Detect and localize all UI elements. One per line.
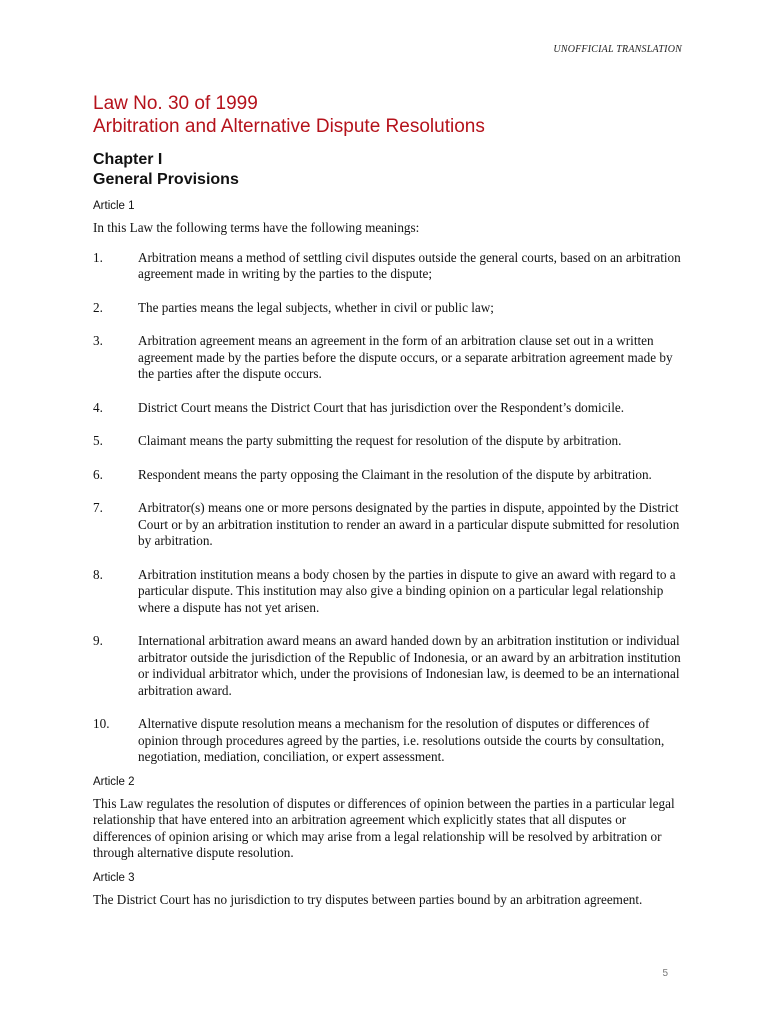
law-title-line1: Law No. 30 of 1999 xyxy=(93,93,258,114)
document-body xyxy=(93,92,683,908)
article-3-text: The District Court has no jurisdiction to try disputes between parties bound by an arbitration agreement. xyxy=(93,891,643,907)
definition-text: International arbitration award means an award handed down by an arbitration institution or individual arbitrator outside the jurisdiction of the Republic of Indonesia, or an award by an arbitration institution or individual arbitrator which, under the provisions of Indonesian law, is deemed to be an international arbitration award. xyxy=(138,633,681,698)
article-2-text: This Law regulates the resolution of disputes or differences of opinion between the parties in a particular legal relationship that have entered into an arbitration agreement which explicitly states that all disputes or differences of opinion arising or which may arise from a legal relationship will be resolved by arbitration or through alternative dispute resolution. xyxy=(93,795,675,860)
definition-text: The parties means the legal subjects, whether in civil or public law; xyxy=(138,299,494,315)
definition-item xyxy=(93,400,683,417)
page-number: 5 xyxy=(662,968,668,979)
definition-text: Arbitration means a method of settling civil disputes outside the general courts, based on an arbitration agreement made in writing by the parties to the dispute; xyxy=(138,249,681,281)
definition-number: 9. xyxy=(93,633,103,648)
definition-number: 6. xyxy=(93,466,103,482)
definition-item xyxy=(93,333,683,383)
definition-item xyxy=(93,567,683,617)
law-title xyxy=(93,92,683,138)
definition-text: Claimant means the party submitting the request for resolution of the dispute by arbitration. xyxy=(138,433,622,448)
definition-item xyxy=(93,500,683,550)
definition-number: 4. xyxy=(93,399,103,415)
definition-item xyxy=(93,633,683,699)
definition-number: 7. xyxy=(93,500,103,515)
law-title-line2: Arbitration and Alternative Dispute Resolutions xyxy=(93,116,485,137)
definition-number: 3. xyxy=(93,333,103,348)
definition-text: Alternative dispute resolution means a mechanism for the resolution of disputes or differences of opinion through procedures agreed by the parties, i.e. resolutions outside the courts by consultation, negotiation, mediation, conciliation, or expert assessment. xyxy=(138,716,665,764)
definitions-list xyxy=(93,250,683,766)
definition-text: Arbitrator(s) means one or more persons designated by the parties in dispute, appointed by the District Court or by an arbitration institution to render an award in a particular dispute submitted for resolution by arbitration. xyxy=(138,500,680,548)
definition-number: 5. xyxy=(93,433,103,448)
unofficial-translation-note: UNOFFICIAL TRANSLATION xyxy=(553,44,682,55)
chapter-heading xyxy=(93,150,683,190)
definition-item xyxy=(93,433,683,450)
definition-number: 1. xyxy=(93,249,103,265)
definition-text: District Court means the District Court that has jurisdiction over the Respondent’s domicile. xyxy=(138,399,625,415)
article-2-heading: Article 2 xyxy=(93,775,135,788)
article-1-heading: Article 1 xyxy=(93,200,135,212)
chapter-number: Chapter I xyxy=(93,151,163,168)
definition-item xyxy=(93,250,683,283)
definition-text: Arbitration institution means a body chosen by the parties in dispute to give an award with regard to a particular dispute. This institution may also give a binding opinion on a particular legal relationship where a dispute has not yet arisen. xyxy=(138,566,676,615)
definition-item xyxy=(93,716,683,766)
definition-number: 10. xyxy=(93,716,110,731)
article-3-heading: Article 3 xyxy=(93,871,135,884)
chapter-title: General Provisions xyxy=(93,171,239,188)
definition-item xyxy=(93,467,683,484)
definition-number: 2. xyxy=(93,299,103,315)
definition-text: Respondent means the party opposing the Claimant in the resolution of the dispute by arbitration. xyxy=(138,466,652,482)
definition-text: Arbitration agreement means an agreement in the form of an arbitration clause set out in a written agreement made by the parties before the dispute occurs, or a separate arbitration agreement made by the parties after the dispute occurs. xyxy=(138,333,673,381)
article-1-intro: In this Law the following terms have the following meanings: xyxy=(93,220,420,235)
definition-item xyxy=(93,300,683,317)
definition-number: 8. xyxy=(93,566,103,582)
